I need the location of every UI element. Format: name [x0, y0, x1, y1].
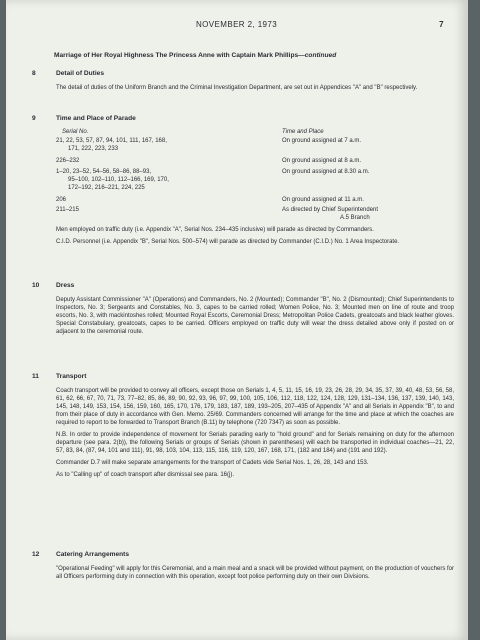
place-line: On ground assigned at 8.30 a.m. [282, 169, 370, 175]
section-paragraph: Men employed on traffic duty (i.e. Appendix "A", Serial Nos. 234–435 inclusive) will parade as directed by Commanders. [56, 227, 374, 233]
section-title: Detail of Duties [56, 70, 104, 77]
section-paragraph: Deputy Assistant Commissioner "A" (Operations) and Commanders, No. 2 (Mounted); Commander "B", No. 2 (Dismounted); Chief Superintendents to Inspectors, No. 3; Sergeants and Constables, No. 3, capes to be carried rolled; Women Police, No. 3; Mounted men on line of route and troop escorts, No. 3, with mackintoshes rolled; Mounted Royal Escorts, Ceremonial Dress; Metropolitan Police Cadets, greatcoats and black leather gloves. Special Constabulary, greatcoats, capes to be carried. Officers employed on traffic duty will wear the dress detailed above only if posted on or adjacent to the ceremonial route. [56, 297, 454, 335]
section-number: 12 [32, 551, 40, 558]
table-row [56, 196, 454, 206]
section-title: Dress [56, 282, 75, 289]
title-main: Marriage of Her Royal Highness The Princess Anne with Captain Mark Phillips [54, 52, 299, 59]
section-paragraph: N.B. In order to provide independence of movement for Serials parading early to "hold ground" and for Serials remaining on duty for the afternoon departure (see para. 2(b)), the following Serials or groups of Serials (shown in parentheses) will each be transported in individual coaches—21, 22, 57, 83, 84, (87, 94, 101 and 111), 91, 98, 103, 104, 113, 115, 116, 119, 120, 167, 168, 171, (182 and 184) and (191 and 192). [56, 432, 454, 454]
section-time-and-place [32, 115, 452, 280]
section-paragraph: As to "Calling up" of coach transport after dismissal see para. 16(j). [56, 472, 235, 478]
header-date: NOVEMBER 2, 1973 [196, 20, 278, 29]
section-catering [32, 551, 452, 601]
page-header [6, 20, 468, 32]
section-paragraph: "Operational Feeding" will apply for this Ceremonial, and a main meal and a snack will be provided without payment, on the production of vouchers for all Officers performing duty in connection with this operation, except foot police performing duty on their own Divisions. [56, 566, 454, 580]
serial-line: 171, 222, 223, 233 [68, 146, 119, 152]
title-suffix: —continued [298, 52, 337, 59]
serial-line: 211–215 [56, 207, 79, 213]
place-line: A.5 Branch [340, 215, 370, 221]
table-row [56, 157, 454, 168]
section-number: 9 [32, 115, 36, 122]
column-header-place: Time and Place [282, 129, 324, 135]
section-number: 11 [32, 373, 39, 380]
place-line: On ground assigned at 11 a.m. [282, 197, 364, 203]
serial-line: 206 [56, 197, 67, 203]
column-header-serial: Serial No. [62, 129, 89, 135]
place-line: As directed by Chief Superintendent [282, 207, 379, 213]
section-number: 10 [32, 282, 40, 289]
section-paragraph: Commander D.7 will make separate arrangements for the transport of Cadets vide Serial Nos. 1, 26, 28, 143 and 153. [56, 460, 369, 466]
document-page [6, 0, 468, 640]
serial-line: 172–192, 216–221, 224, 225 [68, 185, 145, 191]
serial-line: 95–100, 102–110, 112–166, 169, 170, [68, 177, 169, 183]
table-row [56, 137, 454, 157]
parade-table-header [56, 128, 454, 137]
section-detail-of-duties [32, 70, 452, 110]
page-number: 7 [439, 20, 444, 29]
place-line: On ground assigned at 8 a.m. [282, 158, 362, 164]
serial-line: 1–20, 23–52, 54–56, 58–86, 88–93, [56, 169, 152, 175]
section-number: 8 [32, 70, 36, 77]
section-transport [32, 373, 452, 533]
section-title: Transport [56, 373, 87, 380]
section-title: Time and Place of Parade [56, 115, 136, 122]
section-paragraph: C.I.D. Personnel (i.e. Appendix "B", Serial Nos. 500–574) will parade as directed by Commander (C.I.D.) No. 1 Area Inspectorate. [56, 239, 400, 245]
table-row [56, 206, 454, 226]
section-paragraph: Coach transport will be provided to convey all officers, except those on Serials 1, 4, 5, 11, 15, 16, 19, 23, 26, 28, 29, 34, 35, 37, 39, 40, 48, 53, 56, 58, 61, 62, 66, 67, 70, 71, 73, 77–82, 85, 86, 89, 90, 92, 93, 96, 97, 99, 100, 105, 106, 112, 118, 122, 124, 128, 129, 131–134, 136, 137, 139, 140, 143, 145, 148, 149, 153, 154, 156, 159, 160, 165, 170, 176, 179, 183, 187, 189, 193–205, 207–435 of Appendix "A" and all Serials in Appendix "B", to and from their place of duty in accordance with Gen. Memo. 25/69. Commanders concerned will arrange for the time and place at which the coaches are required to report to be forwarded to Transport Branch (B.11) by telephone (720 7347) as soon as possible. [56, 388, 454, 426]
page-title [54, 52, 454, 59]
place-line: On ground assigned at 7 a.m. [282, 138, 362, 144]
section-title: Catering Arrangements [56, 551, 130, 558]
section-paragraph: The detail of duties of the Uniform Branch and the Criminal Investigation Department, are set out in Appendices "A" and "B" respectively. [56, 85, 418, 91]
table-row [56, 168, 454, 196]
serial-line: 21, 22, 53, 57, 87, 94, 101, 111, 167, 168, [56, 138, 167, 144]
serial-line: 226–232 [56, 158, 80, 164]
section-dress [32, 282, 452, 362]
